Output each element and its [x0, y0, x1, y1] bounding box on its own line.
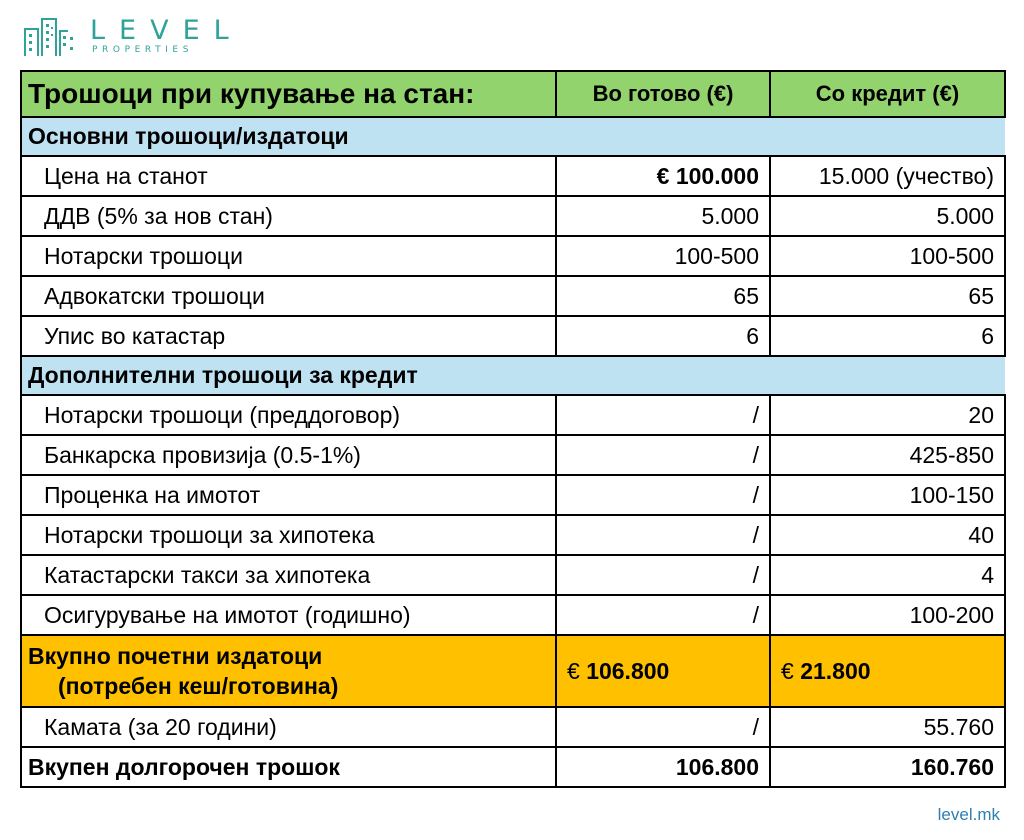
section-row-basic [21, 117, 1005, 156]
cash-value: / [556, 395, 770, 435]
row-label: Катастарски такси за хипотека [21, 555, 556, 595]
table-header-row [21, 71, 1005, 117]
credit-value: 20 [770, 395, 1005, 435]
row-label: Проценка на имотот [21, 475, 556, 515]
row-label: Осигурување на имотот (годишно) [21, 595, 556, 635]
level-logo [22, 14, 243, 60]
row-label: Адвокатски трошоци [21, 276, 556, 316]
table-row [21, 475, 1005, 515]
credit-value: 100-150 [770, 475, 1005, 515]
building-logo-icon [22, 17, 82, 57]
grand-total-cash: 106.800 [556, 747, 770, 787]
credit-value: 6 [770, 316, 1005, 356]
credit-value: 100-200 [770, 595, 1005, 635]
cash-value: / [556, 475, 770, 515]
column-header-cash: Во готово (€) [556, 71, 770, 117]
credit-value: 425-850 [770, 435, 1005, 475]
grand-total-credit: 160.760 [770, 747, 1005, 787]
column-header-credit: Со кредит (€) [770, 71, 1005, 117]
row-label: ДДВ (5% за нов стан) [21, 196, 556, 236]
credit-value: 5.000 [770, 196, 1005, 236]
table-row [21, 276, 1005, 316]
interest-credit: 55.760 [770, 707, 1005, 747]
credit-value: 4 [770, 555, 1005, 595]
table-row [21, 595, 1005, 635]
total-initial-label-line2: (потребен кеш/готовина) [58, 673, 339, 699]
cash-value: / [556, 515, 770, 555]
table-row [21, 435, 1005, 475]
section-row-credit [21, 356, 1005, 395]
credit-value: 100-500 [770, 236, 1005, 276]
row-label: Нотарски трошоци (преддоговор) [21, 395, 556, 435]
row-label: Банкарска провизија (0.5-1%) [21, 435, 556, 475]
row-label: Упис во катастар [21, 316, 556, 356]
interest-row [21, 707, 1005, 747]
grand-total-label: Вкупен долгорочен трошок [21, 747, 556, 787]
table-row [21, 515, 1005, 555]
cash-value: € 100.000 [556, 156, 770, 196]
total-initial-cash [556, 635, 770, 707]
total-initial-label [21, 635, 556, 707]
cash-value: 5.000 [556, 196, 770, 236]
cash-value: / [556, 435, 770, 475]
total-initial-credit-value: 21.800 [800, 657, 871, 684]
euro-symbol: € [781, 657, 794, 684]
credit-value: 65 [770, 276, 1005, 316]
euro-symbol: € [567, 657, 580, 684]
table-row [21, 156, 1005, 196]
total-initial-cash-value: 106.800 [586, 657, 670, 684]
row-label: Цена на станот [21, 156, 556, 196]
row-label: Нотарски трошоци за хипотека [21, 515, 556, 555]
interest-cash: / [556, 707, 770, 747]
table-row [21, 395, 1005, 435]
table-row [21, 236, 1005, 276]
cash-value: 100-500 [556, 236, 770, 276]
table-row [21, 196, 1005, 236]
logo-wordmark: LEVEL [90, 15, 243, 46]
table-row [21, 555, 1005, 595]
credit-value: 40 [770, 515, 1005, 555]
grand-total-row [21, 747, 1005, 787]
section-title-basic: Основни трошоци/издатоци [21, 117, 556, 156]
interest-label: Камата (за 20 години) [21, 707, 556, 747]
logo-subtitle: PROPERTIES [92, 45, 194, 55]
cost-table [20, 70, 1006, 788]
table-title: Трошоци при купување на стан: [21, 71, 556, 117]
section-title-credit: Дополнителни трошоци за кредит [21, 356, 556, 395]
footer-site-link[interactable]: level.mk [937, 805, 1000, 824]
row-label: Нотарски трошоци [21, 236, 556, 276]
cash-value: / [556, 595, 770, 635]
cash-value: 65 [556, 276, 770, 316]
total-initial-row [21, 635, 1005, 707]
total-initial-label-line1: Вкупно почетни издатоци [28, 643, 323, 669]
cash-value: / [556, 555, 770, 595]
table-row [21, 316, 1005, 356]
credit-value: 15.000 (учество) [770, 156, 1005, 196]
total-initial-credit [770, 635, 1005, 707]
cash-value: 6 [556, 316, 770, 356]
